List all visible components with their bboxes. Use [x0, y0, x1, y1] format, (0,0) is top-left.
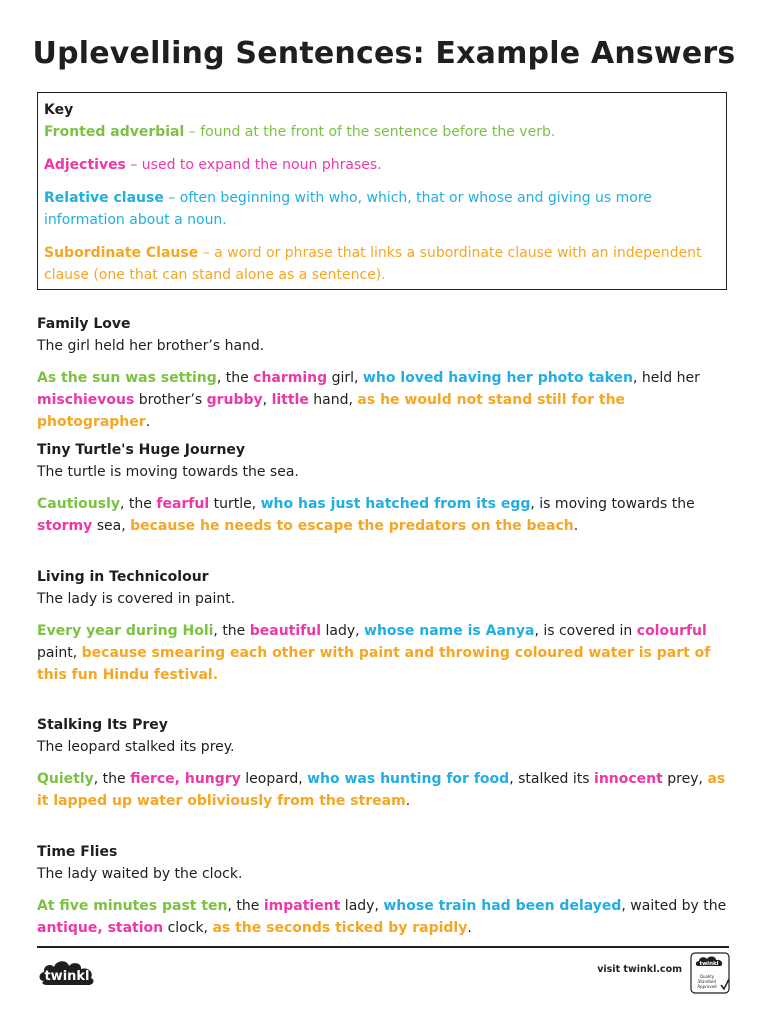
key-item-fronted-adverbial — [44, 121, 720, 143]
adjective-phrase: impatient — [263, 898, 341, 914]
plain-text: . — [467, 920, 472, 936]
adjective-phrase: innocent — [594, 771, 663, 787]
uplevelled-sentence — [37, 768, 737, 812]
key-term: Adjectives — [44, 157, 126, 173]
adjective-phrase: stormy — [37, 518, 93, 534]
section-title: Living in Technicolour — [37, 569, 209, 585]
adjective-phrase: charming — [253, 370, 328, 386]
plain-text: , stalked its — [509, 771, 595, 787]
section-stalking-its-prey — [37, 714, 737, 812]
relative-phrase: whose name is Aanya — [364, 623, 535, 639]
quality-badge — [690, 952, 730, 994]
key-desc: – a word or phrase that links a subordinate clause with an independent clause (one that can stand alone as a sentence). — [44, 245, 702, 283]
badge-brand: twinkl — [699, 961, 719, 967]
relative-phrase: who has just hatched from its egg — [260, 496, 531, 512]
key-term: Fronted adverbial — [44, 124, 185, 140]
fronted-phrase: Every year during Holi — [37, 623, 214, 639]
original-sentence: The lady waited by the clock. — [37, 866, 243, 882]
original-sentence: The lady is covered in paint. — [37, 591, 236, 607]
uplevelled-sentence — [37, 367, 737, 433]
visit-link[interactable]: visit twinkl.com — [597, 964, 682, 975]
key-item-subordinate-clause — [44, 242, 720, 286]
plain-text: , the — [213, 623, 250, 639]
plain-text: hand, — [308, 392, 358, 408]
key-term: Subordinate Clause — [44, 245, 199, 261]
plain-text: , held her — [633, 370, 700, 386]
section-title: Time Flies — [37, 844, 118, 860]
logo-text: twinkl — [44, 969, 90, 984]
fronted-phrase: Cautiously — [37, 496, 121, 512]
plain-text: , — [262, 392, 272, 408]
plain-text: paint, — [37, 645, 82, 661]
quality-badge-icon — [690, 952, 730, 994]
uplevelled-sentence — [37, 620, 737, 686]
section-living-in-technicolour — [37, 566, 737, 686]
key-box — [37, 92, 727, 290]
subordinate-phrase: as the seconds ticked by rapidly — [212, 920, 468, 936]
subordinate-phrase: as he would not stand still for the photographer — [37, 392, 626, 430]
plain-text: turtle, — [209, 496, 261, 512]
adjective-phrase: antique, station — [37, 920, 164, 936]
subordinate-phrase: because he needs to escape the predators on the beach — [130, 518, 574, 534]
footer-divider — [37, 946, 729, 948]
plain-text: , the — [120, 496, 157, 512]
plain-text: . — [145, 414, 151, 430]
key-heading: Key — [44, 102, 74, 118]
plain-text: clock, — [163, 920, 213, 936]
twinkl-logo[interactable] — [38, 955, 98, 989]
adjective-phrase: grubby — [206, 392, 263, 408]
badge-caption: Quality Standard Approved — [697, 974, 717, 989]
plain-text: . — [573, 518, 579, 534]
key-desc: – often beginning with who, which, that or whose and giving us more information about a noun. — [44, 190, 652, 228]
plain-text: sea, — [92, 518, 131, 534]
adjective-phrase: fearful — [156, 496, 210, 512]
plain-text: leopard, — [240, 771, 308, 787]
section-title: Tiny Turtle's Huge Journey — [37, 442, 246, 458]
key-item-adjectives — [44, 154, 720, 176]
section-time-flies — [37, 841, 737, 939]
fronted-phrase: As the sun was setting — [37, 370, 217, 386]
relative-phrase: whose train had been delayed — [383, 898, 622, 914]
plain-text: , is moving towards the — [530, 496, 695, 512]
adjective-phrase: little — [271, 392, 309, 408]
section-title: Stalking Its Prey — [37, 717, 168, 733]
fronted-phrase: Quietly — [37, 771, 94, 787]
plain-text: , the — [216, 370, 254, 386]
page-title: Uplevelling Sentences: Example Answers — [32, 36, 736, 71]
relative-phrase: who loved having her photo taken — [362, 370, 634, 386]
plain-text: . — [405, 793, 411, 809]
subordinate-phrase: because smearing each other with paint and throwing coloured water is part of this fun Hindu festival. — [37, 645, 711, 683]
adjective-phrase: mischievous — [37, 392, 135, 408]
plain-text: , the — [93, 771, 131, 787]
plain-text: lady, — [321, 623, 365, 639]
adjective-phrase: colourful — [636, 623, 707, 639]
logo-cloud-icon — [38, 955, 98, 989]
section-tiny-turtle — [37, 439, 737, 537]
plain-text: , the — [227, 898, 264, 914]
original-sentence: The girl held her brother’s hand. — [37, 338, 265, 354]
plain-text: brother’s — [134, 392, 207, 408]
subordinate-phrase: as it lapped up water obliviously from the stream — [37, 771, 726, 809]
uplevelled-sentence — [37, 895, 737, 939]
key-item-relative-clause — [44, 187, 720, 231]
key-desc: – used to expand the noun phrases. — [125, 157, 382, 173]
plain-text: lady, — [340, 898, 384, 914]
plain-text: girl, — [327, 370, 363, 386]
adjective-phrase: beautiful — [249, 623, 322, 639]
fronted-phrase: At five minutes past ten — [37, 898, 228, 914]
relative-phrase: who was hunting for food — [307, 771, 510, 787]
original-sentence: The leopard stalked its prey. — [37, 739, 235, 755]
uplevelled-sentence — [37, 493, 737, 537]
section-title: Family Love — [37, 316, 131, 332]
section-family-love — [37, 313, 737, 433]
original-sentence: The turtle is moving towards the sea. — [37, 464, 299, 480]
adjective-phrase: fierce, hungry — [130, 771, 241, 787]
plain-text: , waited by the — [621, 898, 727, 914]
key-term: Relative clause — [44, 190, 164, 206]
key-desc: – found at the front of the sentence before the verb. — [184, 124, 556, 140]
plain-text: , is covered in — [534, 623, 637, 639]
plain-text: prey, — [662, 771, 708, 787]
